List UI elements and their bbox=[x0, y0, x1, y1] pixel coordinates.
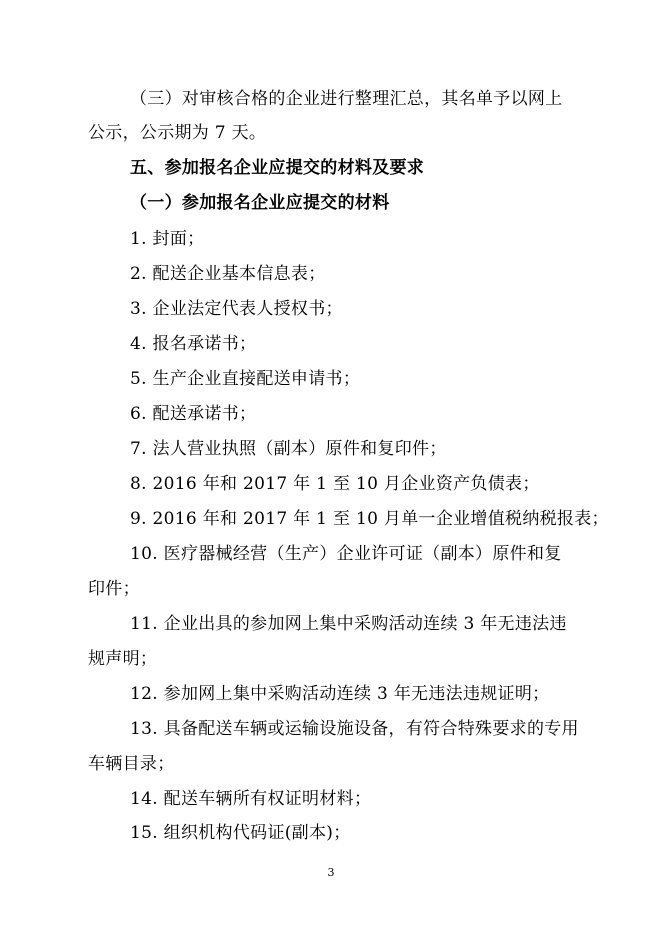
list-item-1: 1. 封面； bbox=[130, 229, 205, 249]
subsection-1-title: （一）参加报名企业应提交的材料 bbox=[130, 193, 390, 213]
list-item-9: 9. 2016 年和 2017 年 1 至 10 月单一企业增值税纳税报表； bbox=[130, 509, 609, 529]
paragraph-3-line-2: 公示，公示期为 7 天。 bbox=[88, 123, 267, 143]
list-item-2: 2. 配送企业基本信息表； bbox=[130, 264, 326, 284]
list-item-11-line-1: 11. 企业出具的参加网上集中采购活动连续 3 年无违法违 bbox=[130, 614, 567, 634]
list-item-10-line-2: 印件； bbox=[88, 579, 140, 599]
list-item-3: 3. 企业法定代表人授权书； bbox=[130, 299, 343, 319]
list-item-10-line-1: 10. 医疗器械经营（生产）企业许可证（副本）原件和复 bbox=[130, 544, 562, 564]
list-item-11-line-2: 规声明； bbox=[88, 649, 158, 669]
list-item-13-line-1: 13. 具备配送车辆或运输设施设备，有符合特殊要求的专用 bbox=[130, 719, 579, 739]
page-number: 3 bbox=[327, 866, 335, 879]
list-item-15: 15. 组织机构代码证(副本)； bbox=[130, 823, 351, 843]
list-item-14: 14. 配送车辆所有权证明材料； bbox=[130, 789, 372, 809]
paragraph-3-line-1: （三）对审核合格的企业进行整理汇总，其名单予以网上 bbox=[130, 89, 563, 109]
list-item-4: 4. 报名承诺书； bbox=[130, 334, 257, 354]
list-item-13-line-2: 车辆目录； bbox=[88, 754, 175, 774]
list-item-8: 8. 2016 年和 2017 年 1 至 10 月企业资产负债表； bbox=[130, 474, 540, 494]
list-item-7: 7. 法人营业执照（副本）原件和复印件； bbox=[130, 439, 447, 459]
list-item-12: 12. 参加网上集中采购活动连续 3 年无违法违规证明； bbox=[130, 684, 550, 704]
list-item-6: 6. 配送承诺书； bbox=[130, 404, 257, 424]
section-5-title: 五、参加报名企业应提交的材料及要求 bbox=[130, 158, 425, 178]
list-item-5: 5. 生产企业直接配送申请书； bbox=[130, 369, 361, 389]
